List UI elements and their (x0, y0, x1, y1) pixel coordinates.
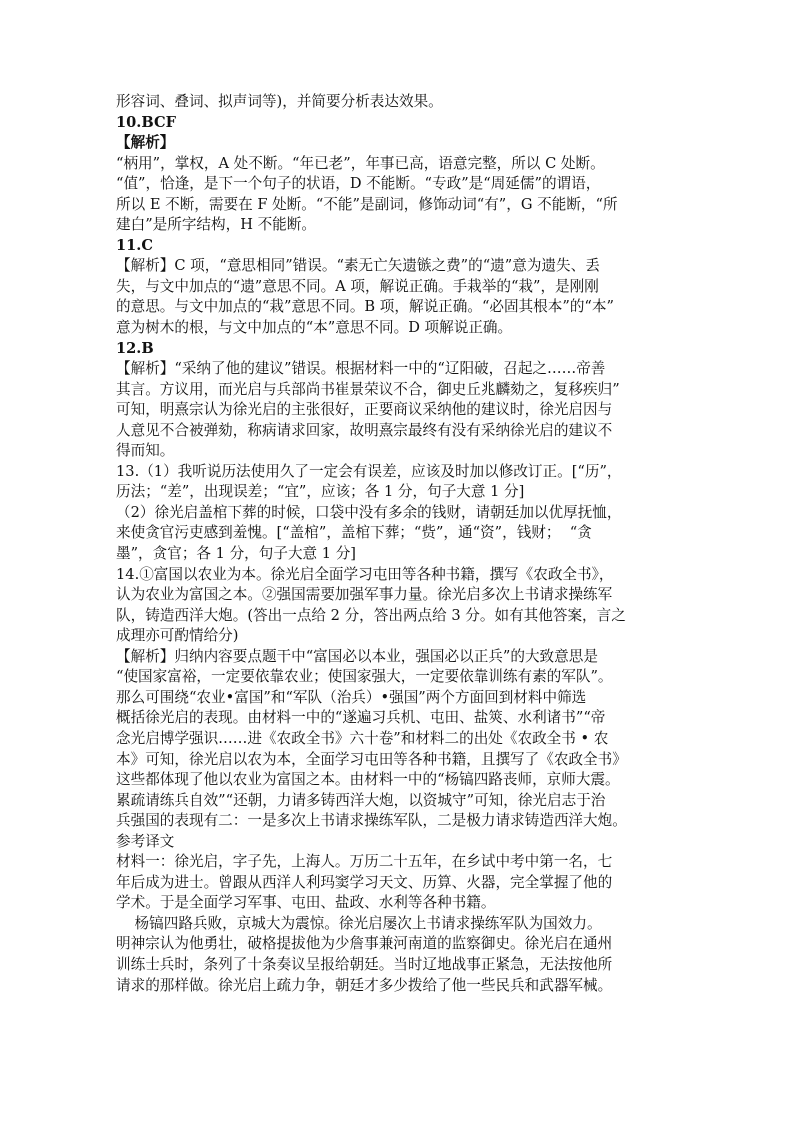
text-line: 材料一：徐光启，字子先，上海人。万历二十五年，在乡试中考中第一名，七 (116, 853, 613, 871)
answer-10: 10.BCF (116, 113, 176, 131)
text-line: 队，铸造西洋大炮。(答出一点给 2 分，答出两点给 3 分。如有其他答案，言之 (116, 606, 626, 624)
text-line: “值”，恰逢，是下一个句子的状语，D 不能断。“专政”是“周延儒”的谓语， (116, 175, 601, 193)
text-line: 成理亦可酌情给分) (116, 627, 239, 645)
text-line: 的意思。与文中加点的“栽”意思不同。B 项，解说正确。“必固其根本”的“本” (116, 298, 614, 316)
text-line: 本》可知，徐光启以农为本，全面学习屯田等各种书籍，且撰写了《农政全书》 (116, 750, 627, 768)
text-line: 兵强国的表现有二：一是多次上书请求操练军队，二是极力请求铸造西洋大炮。 (116, 812, 627, 830)
text-line: 其言。方议用，而光启与兵部尚书崔景荣议不合，御史丘兆麟劾之，复移疾归” (116, 380, 620, 398)
answer-12: 12.B (116, 339, 154, 357)
text-line: 【解析】“采纳了他的建议”错误。根据材料一中的“辽阳破，召起之……帝善 (116, 360, 606, 378)
text-line: 得而知。 (116, 442, 175, 460)
text-line: 这些都体现了他以农业为富国之本。由材料一中的“杨镐四路丧师，京师大震。 (116, 771, 620, 789)
text-line: 认为农业为富国之本。②强国需要加强军事力量。徐光启多次上书请求操练军 (116, 586, 613, 604)
text-line: 学术。于是全面学习军事、屯田、盐政、水利等各种书籍。 (116, 894, 496, 912)
analysis-heading: 【解析】 (116, 134, 175, 152)
document-page (116, 92, 688, 996)
text-line: 杨镐四路兵败，京城大为震惊。徐光启屡次上书请求操练军队为国效力。 (116, 914, 602, 932)
text-line: 所以 E 不断，需要在 F 处断。“不能”是副词，修饰动词“有”，G 不能断，“所 (116, 195, 618, 213)
text-line: 那么可围绕“农业•富国”和“军队（治兵）•强国”两个方面回到材料中筛选 (116, 688, 587, 706)
answer-11: 11.C (116, 236, 154, 254)
text-line: 训练士兵时，条列了十条奏议呈报给朝廷。当时辽地战事正紧急，无法按他所 (116, 955, 613, 973)
text-line: 可知，明熹宗认为徐光启的主张很好，正要商议采纳他的建议时，徐光启因与 (116, 401, 613, 419)
text-line: 建白”是所字结构，H 不能断。 (116, 216, 316, 234)
text-line: （2）徐光启盖棺下葬的时候，口袋中没有多余的钱财，请朝廷加以优厚抚恤， (116, 503, 622, 521)
text-line: 【解析】归纳内容要点题干中“富国必以本业，强国必以正兵”的大致意思是 (116, 647, 598, 665)
text-line: 历法；“差”，出现误差；“宜”，应该；各 1 分，句子大意 1 分] (116, 483, 525, 501)
text-line: 失，与文中加点的“遗”意思不同。A 项，解说正确。手栽举的“栽”，是刚刚 (116, 277, 599, 295)
answer-14: 14.①富国以农业为本。徐光启全面学习屯田等各种书籍，撰写《农政全书》， (116, 565, 614, 583)
text-line: 念光启博学强识……进《农政全书》六十卷”和材料二的出处《农政全书 • 农 (116, 729, 609, 747)
text-line: 【解析】C 项，“意思相同”错误。“素无亡矢遗镞之费”的“遗”意为遗失、丢 (116, 257, 600, 275)
reference-translation-heading: 参考译文 (116, 832, 175, 850)
text-line: 请求的那样做。徐光启上疏力争，朝廷才多少拨给了他一些民兵和武器军械。 (116, 976, 613, 994)
text-line: “使国家富裕，一定要依靠农业；使国家强大，一定要依靠训练有素的军队”。 (116, 668, 613, 686)
text-line: 形容词、叠词、拟声词等)，并简要分析表达效果。 (116, 93, 443, 110)
text-line: 墨”，贪官；各 1 分，句子大意 1 分] (116, 545, 356, 563)
text-line: 概括徐光启的表现。由材料一中的“遂遍习兵机、屯田、盐筴、水利诸书”“帝 (116, 709, 606, 727)
answer-13: 13.（1）我听说历法使用久了一定会有误差，应该及时加以修改订正。[“历”， (116, 462, 622, 480)
text-line: 明神宗认为他勇壮，破格提拔他为少詹事兼河南道的监察御史。徐光启在通州 (116, 935, 613, 953)
text-line: 意为树木的根，与文中加点的“本”意思不同。D 项解说正确。 (116, 319, 513, 337)
text-line: “柄用”，掌权，A 处不断。“年已老”，年事已高，语意完整，所以 C 处断。 (116, 154, 605, 172)
text-line: 人意见不合被弹劾，称病请求回家，故明熹宗最终有没有采纳徐光启的建议不 (116, 421, 613, 439)
text-line: 年后成为进士。曾跟从西洋人利玛窦学习天文、历算、火器，完全掌握了他的 (116, 873, 613, 891)
text-line: 累疏请练兵自效”“还朝，力请多铸西洋大炮，以资城守”可知，徐光启志于治 (116, 791, 606, 809)
text-line: 来使贪官污吏感到羞愧。[“盖棺”，盖棺下葬；“赀”，通“资”，钱财； “贪 (116, 524, 592, 542)
